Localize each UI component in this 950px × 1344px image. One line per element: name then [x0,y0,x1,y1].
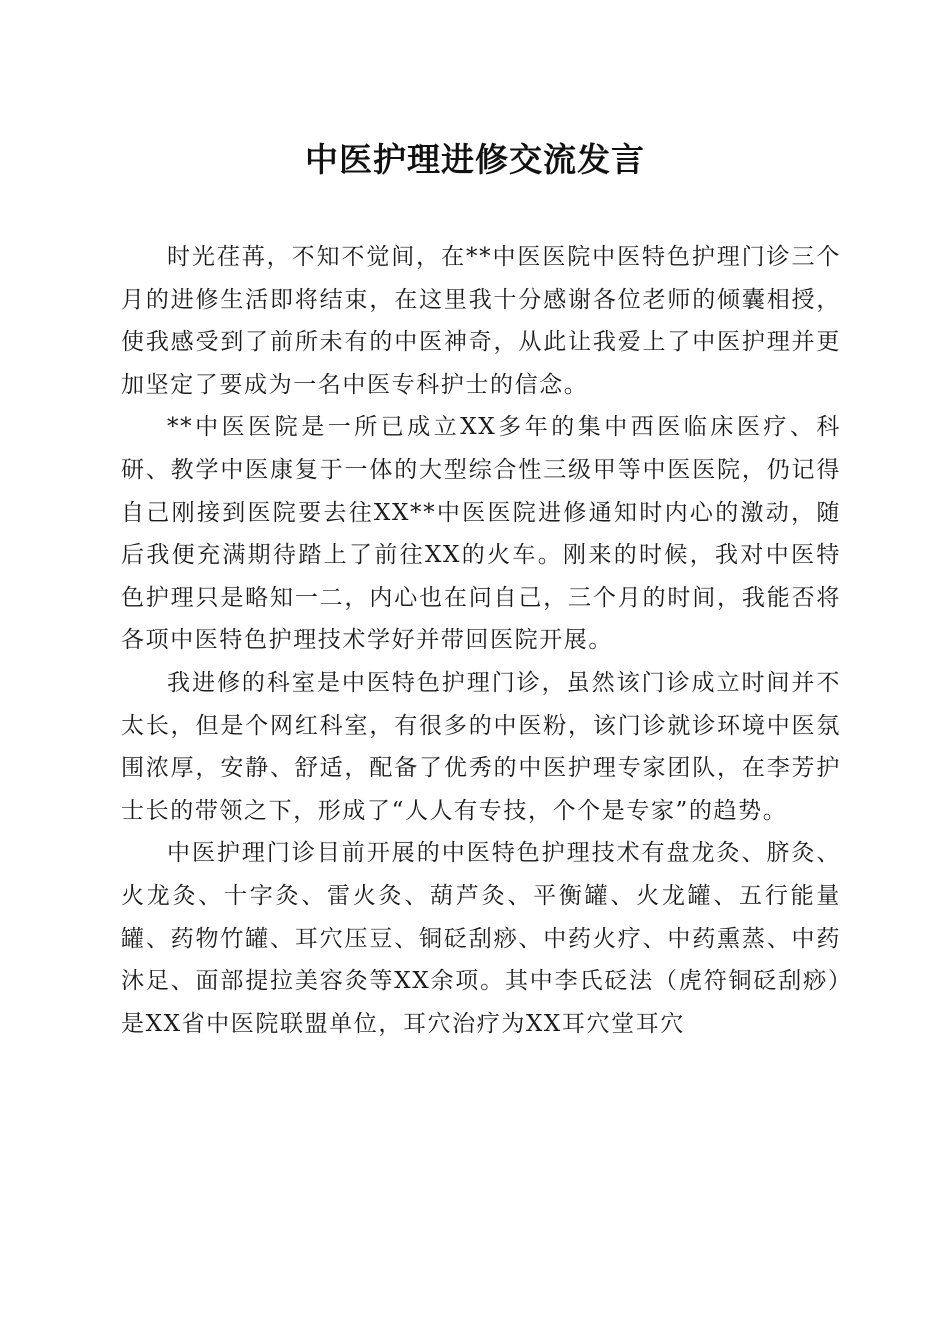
document-title: 中医护理进修交流发言 [305,140,645,179]
paragraph-1: 时光荏苒，不知不觉间，在**中医医院中医特色护理门诊三个月的进修生活即将结束，在这里我十分感谢各位老师的倾囊相授，使我感受到了前所未有的中医神奇，从此让我爱上了中医护理并更加坚定了要成为一名中医专科护士的信念。 [121,244,841,398]
paragraph-2: **中医医院是一所已成立XX多年的集中西医临床医疗、科研、教学中医康复于一体的大型综合性三级甲等中医医院，仍记得自己刚接到医院要去往XX**中医医院进修通知时内心的激动，随后我便充满期待踏上了前往XX的火车。刚来的时候，我对中医特色护理只是略知一二，内心也在问自己，三个月的时间，我能否将各项中医特色护理技术学好并带回医院开展。 [121,414,841,654]
document-body [121,236,841,1045]
paragraph-3: 我进修的科室是中医特色护理门诊，虽然该门诊成立时间并不太长，但是个网红科室，有很多的中医粉，该门诊就诊环境中医氛围浓厚，安静、舒适，配备了优秀的中医护理专家团队，在李芳护士长的带领之下，形成了“人人有专技，个个是专家”的趋势。 [121,669,841,824]
paragraph-4: 中医护理门诊目前开展的中医特色护理技术有盘龙灸、脐灸、火龙灸、十字灸、雷火灸、葫芦灸、平衡罐、火龙罐、五行能量罐、药物竹罐、耳穴压豆、铜砭刮痧、中药火疗、中药熏蒸、中药沐足、面部提拉美容灸等XX余项。其中李氏砭法（虎符铜砭刮痧）是XX省中医院联盟单位，耳穴治疗为XX耳穴堂耳穴 [121,840,841,1037]
